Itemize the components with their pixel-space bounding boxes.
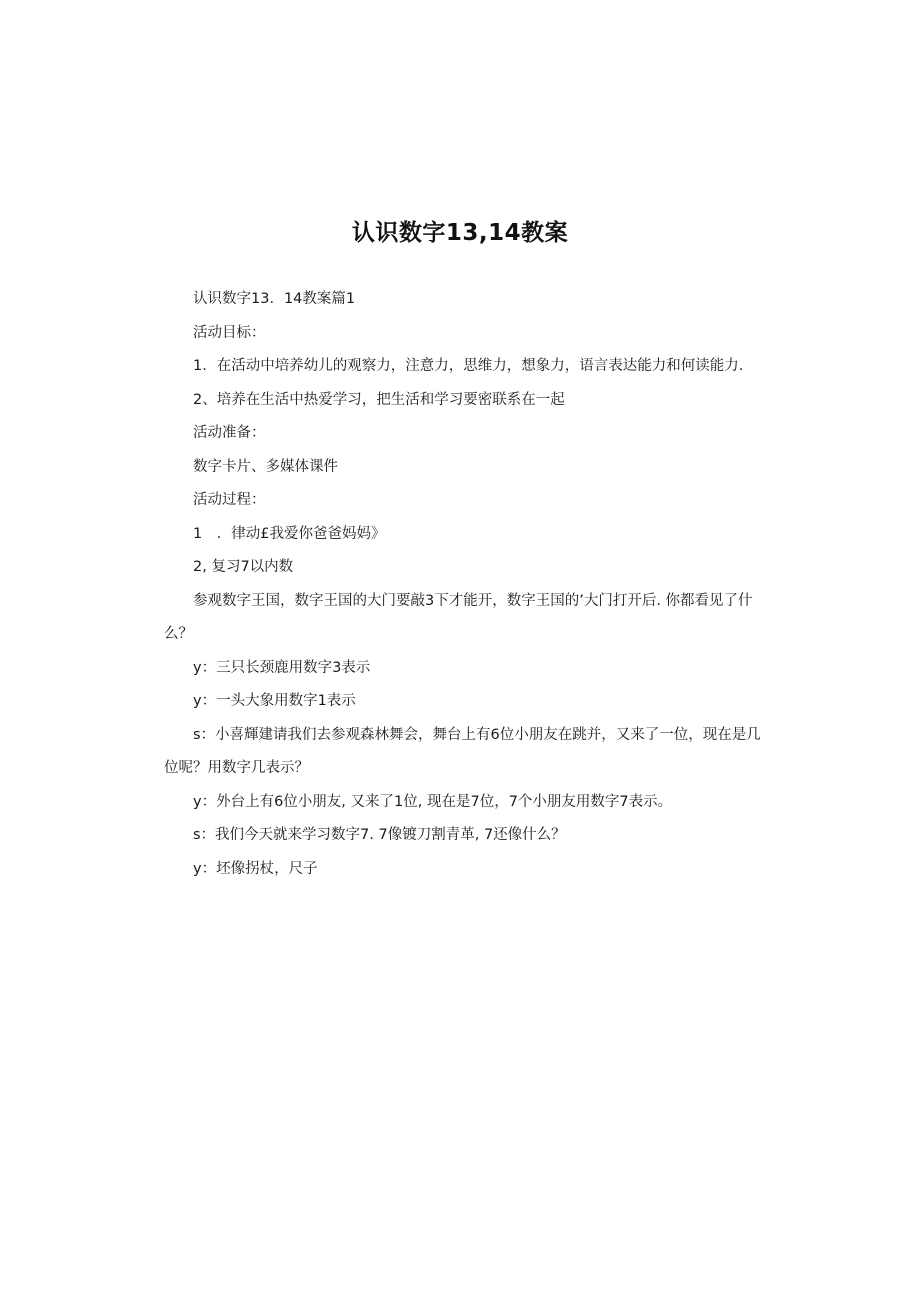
paragraph-process-heading: 活动过程：	[193, 492, 266, 508]
document-body	[164, 283, 764, 886]
paragraph-preparation-items: 数字卡片、多媒体课件	[193, 458, 338, 475]
paragraph-lesson-heading: 认识数字13．14教案篇1	[193, 291, 356, 307]
paragraph-objectives-heading: 活动目标：	[193, 324, 266, 341]
paragraph-dialogue-y-3: y：外台上有6位小朋友, 又来了1位, 现在是7位，7个小朋友用数字7表示。	[193, 793, 673, 810]
paragraph-dialogue-y-1: y：三只长颈鹿用数字3表示	[193, 659, 371, 676]
paragraph-dialogue-y-2: y：一头大象用数字1表示	[193, 693, 356, 709]
paragraph-dialogue-y-4: y：坯像拐杖，尺子	[193, 860, 318, 877]
paragraph-objective-1: 1．在活动中培养幼儿的观察力，注意力，思维力，想象力，语言表达能力和何读能力.	[193, 358, 744, 374]
paragraph-process-step-1: 1 ．律动£我爱你爸爸妈妈》	[193, 525, 386, 542]
paragraph-visit-kingdom: 参观数字王国，数字王国的大门要敲3下才能开，数字王国的’大门打开后. 你都看见了什么？	[164, 592, 753, 642]
paragraph-process-step-2: 2, 复习7以内数	[193, 559, 294, 575]
paragraph-dialogue-s-2: s：我们今天就来学习数字7. 7像镀刀割青革, 7还像什么？	[193, 827, 566, 843]
document-title: 认识数字13,14教案	[351, 220, 569, 246]
paragraph-objective-2: 2、培养在生活中热爱学习，把生活和学习要密联系在一起	[193, 391, 565, 408]
paragraph-dialogue-s-1: s：小喜輝建请我们去参观森林舞会，舞台上有6位小朋友在跳并，又来了一位，现在是几位呢？用数字几表示？	[164, 726, 761, 776]
paragraph-preparation-heading: 活动准备：	[193, 425, 266, 441]
